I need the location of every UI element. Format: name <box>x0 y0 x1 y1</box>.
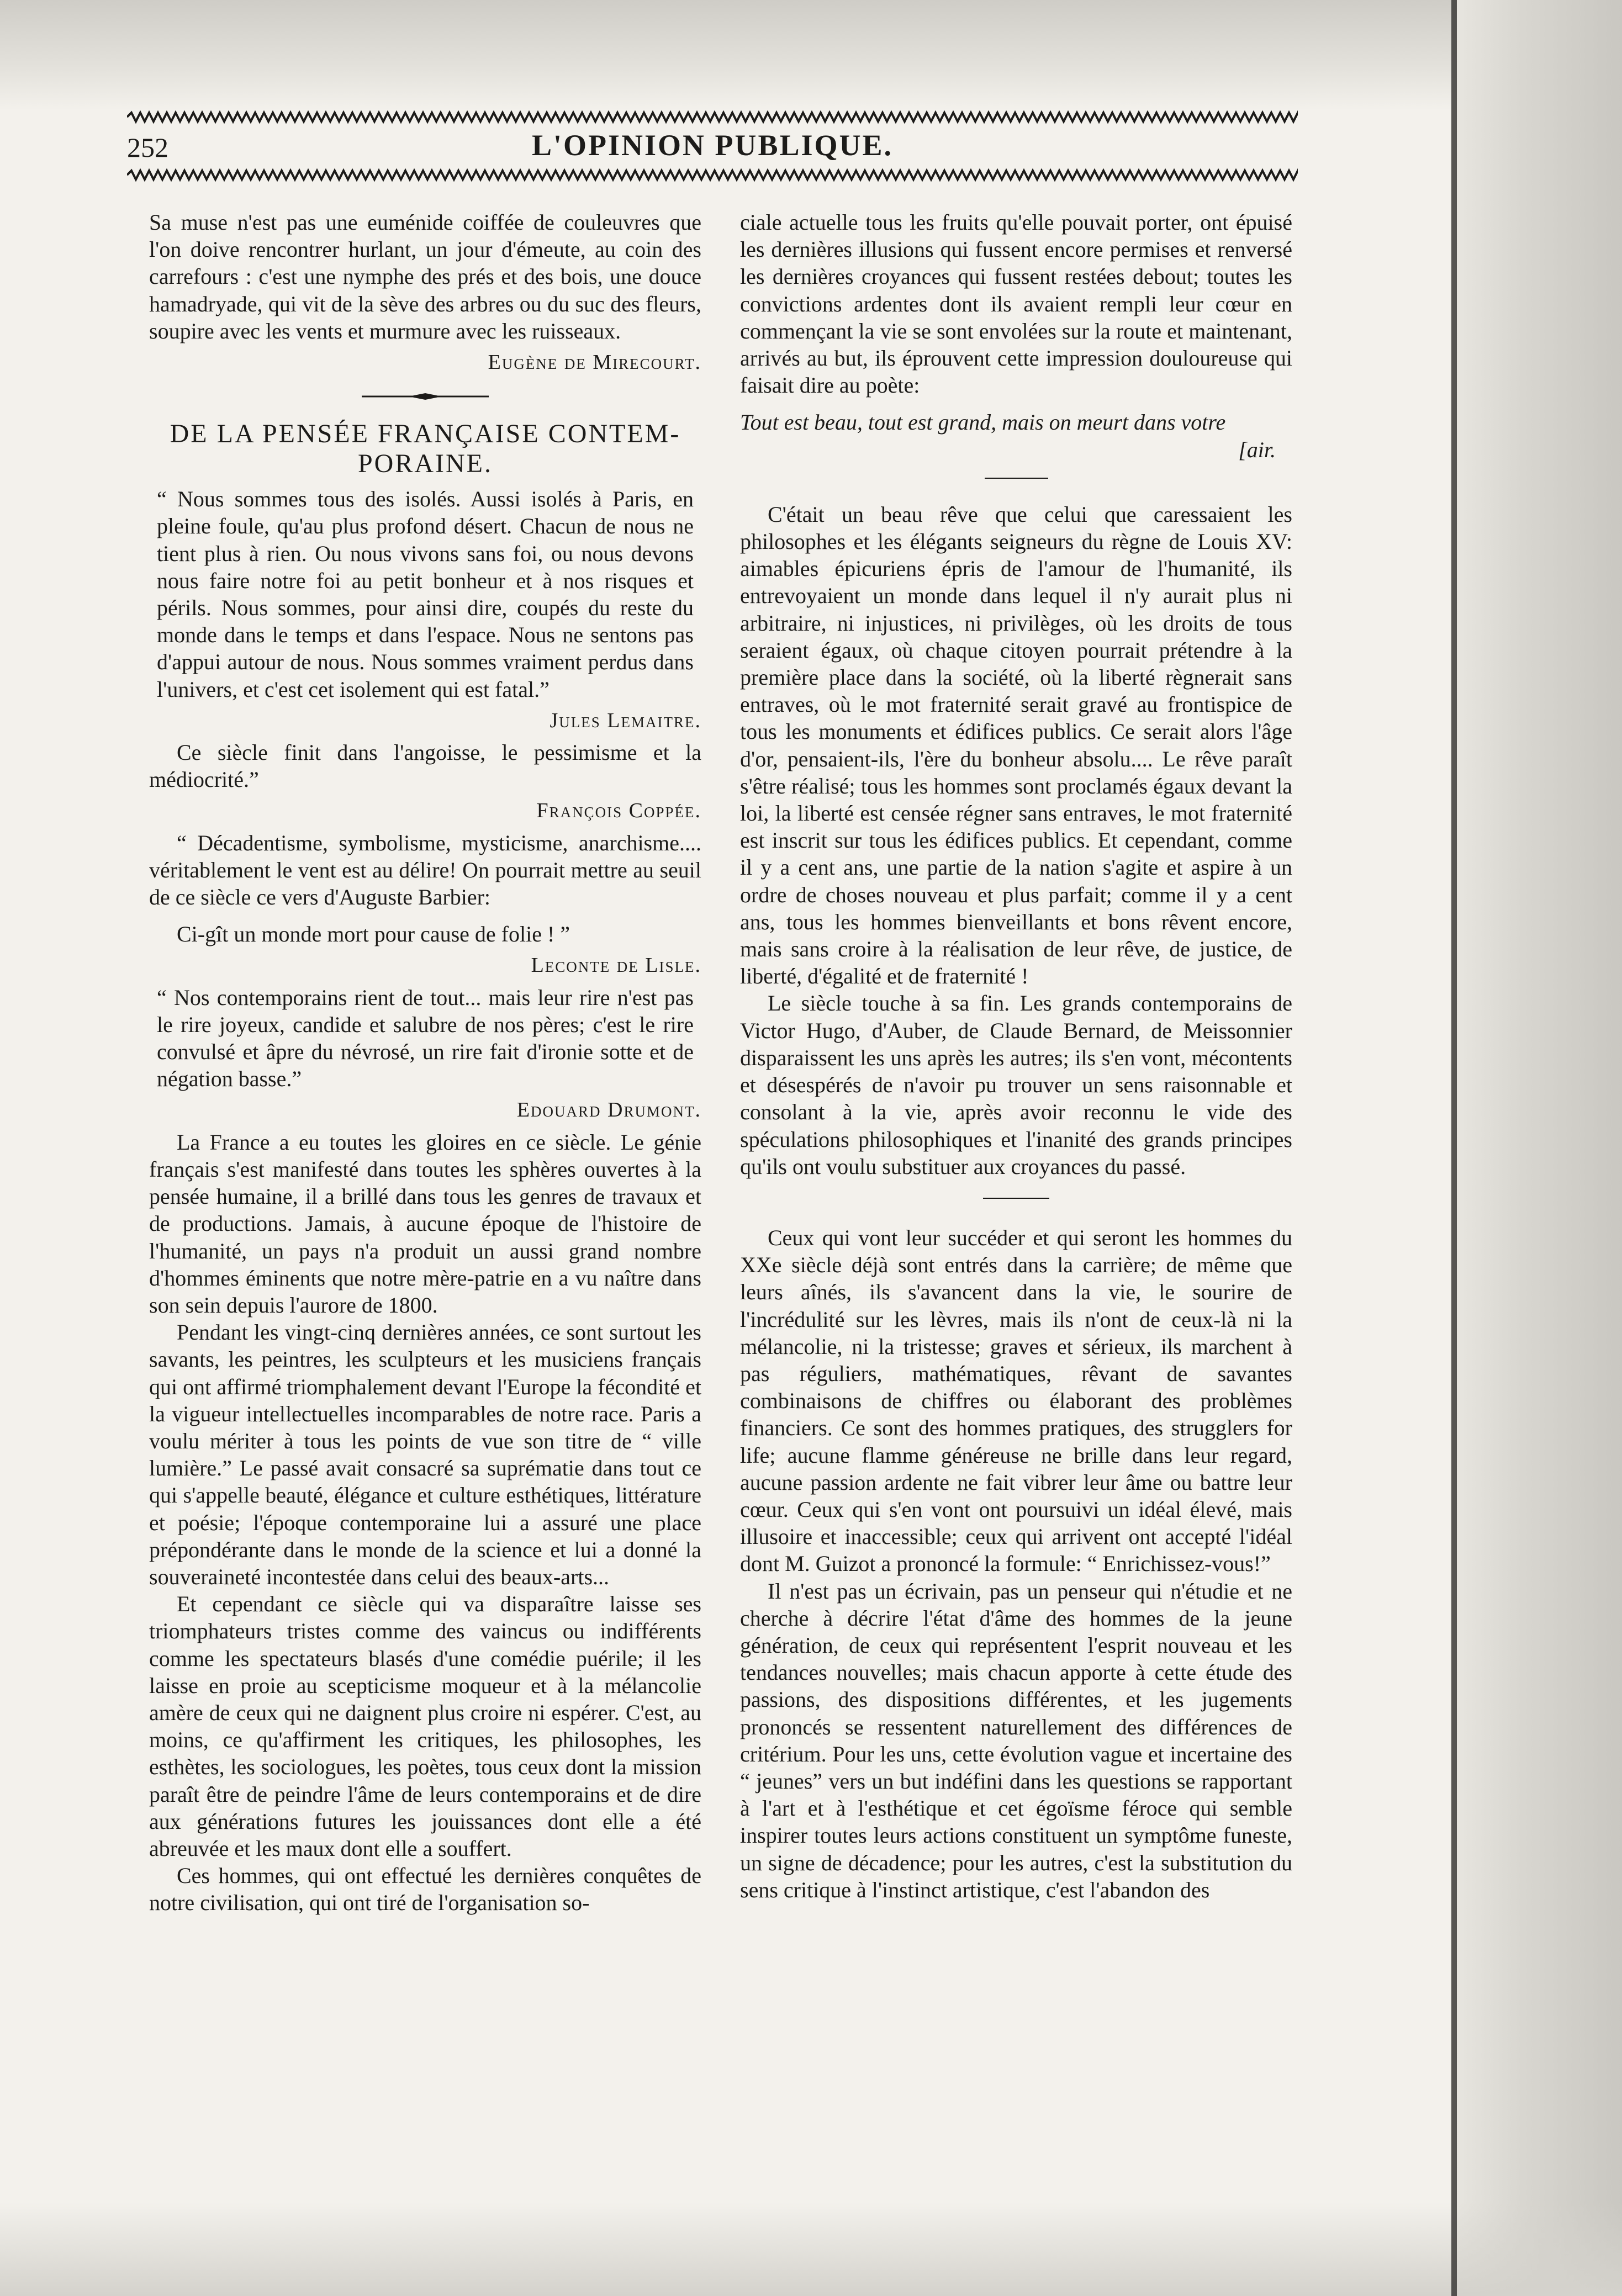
running-title: L'OPINION PUBLIQUE. <box>531 129 894 162</box>
paragraph-cependant: Et cependant ce siècle qui va disparaître laisse ses triomphateurs tristes comme des vaincus ou indifférents comme les spectateurs blasés d'une comédie puérile; il les laisse en proie au scepticisme moqueur et à la mélancolie amère de ceux qui ne daignent plus croire ni espérer. C'est, au moins, ce qu'affirment les critiques, les philosophes, les esthètes, les sociologues, les poètes, tous ceux dont la mission paraît être de peindre l'âme de leurs contemporains et de dire aux générations futures les jouissances dont elle a été abreuvée et les maux dont elle a souffert. <box>149 1591 701 1861</box>
paragraph-ceux: Ceux qui vont leur succéder et qui seront les hommes du XXe siècle déjà sont entrés dans la carrière; de même que leurs aînés, ils s'avancent dans la vie, le sourire de l'incrédulité sur les lèvres, mais ils n'ont de ceux-là ni la mélancolie, ni la tristesse; graves et sérieux, ils marchent à pas réguliers, mathématiques, rêvant de savantes combinaisons de chiffres ou élaborant des problèmes financiers. Ce sont des hommes pratiques, des strugglers for life; aucune flamme généreuse ne brille dans leur regard, aucune passion ardente ne fait vibrer leur âme ou battre leur cœur. Ceux qui s'en vont ont poursuivi un idéal élevé, mais illusoire et inaccessible; ceux qui arrivent ont accepté l'idéal dont M. Guizot a prononcé la formule: “ Enrichissez-vous!” <box>740 1225 1292 1576</box>
ornament-divider <box>362 393 489 400</box>
wavy-rule-bottom <box>127 168 1298 182</box>
divider-rule-2 <box>983 1198 1049 1199</box>
verse-end: [air. <box>1238 437 1276 462</box>
paragraph-reve: C'était un beau rêve que celui que caressaient les philosophes et les élégants seigneurs du règne de Louis XV: aimables épicuriens épris de l'amour de l'humanité, ils entrevoyaient un monde dans lequel il n'y aurait plus ni arbitraire, ni injustices, ni privilèges, où les droits de tous seraient égaux, où chaque citoyen pourrait prétendre à la première place dans la société, où la liberté règnerait sans entraves, où le mot fraternité serait gravé au frontispice de tous les monuments et édifices publics. Ce serait alors l'âge d'or, pensaient-ils, l'ère du bonheur absolu.... Le rêve paraît s'être réalisé; tous les hommes sont proclamés égaux devant la loi, la liberté est censée régner sans entraves, le mot fraternité est inscrit sur tous les édifices publics. Et cependant, comme il y a cent ans, une partie de la nation s'agite et aspire à un ordre de choses nouveau et plus parfait; comme il y a cent ans, tous les hommes bienveillants et bons rêvent encore, mais sans croire à la réalisation de leur rêve, de justice, de liberté, d'égalité et de fraternité ! <box>740 501 1292 989</box>
page-header <box>127 128 1298 167</box>
paragraph-pendant: Pendant les vingt-cinq dernières années, ce sont surtout les savants, les peintres, les sculpteurs et les musiciens français qui ont affirmé triomphalement devant l'Europe la fécondité et la vigueur intellectuelles incomparables de notre race. Paris a voulu mériter à tous les points de vue son titre de “ ville lumière.” Le passé avait consacré sa suprématie dans tout ce qui s'appelle beauté, élégance et culture esthétiques, littérature et poésie; l'époque contemporaine lui a assuré une place prépondérante dans le monde de la science et lui a donné la souveraineté incontestée dans celui des beaux-arts... <box>149 1320 701 1589</box>
paragraph-ecrivain: Il n'est pas un écrivain, pas un penseur qui n'étudie et ne cherche à décrire l'état d'âme des hommes de la jeune génération, de ceux qui représentent l'esprit nouveau et les tendances nouvelles; mais chacun apporte à cette étude des passions, des dispositions différentes, et les jugements prononcés se ressentent naturellement des différences de critérium. Pour les uns, cette évolution vague et incertaine des “ jeunes” vers un but indéfini dans les questions se rapportant à l'art et à l'esthétique et cet égoïsme féroce qui semble inspirer toutes leurs actions constituent un symptôme funeste, un signe de décadence; pour les autres, c'est la substitution du sens critique à l'instinct artistique, c'est l'abandon des <box>740 1578 1292 1902</box>
signature-lemaitre: Jules Lemaitre. <box>550 708 701 732</box>
paragraph-france: La France a eu toutes les gloires en ce siècle. Le génie français s'est manifesté dans toutes les sphères ouvertes à la pensée humaine, il a brillé dans tous les genres de travaux et de productions. Jamais, à aucune époque de l'histoire de l'humanité, un pays n'a produit un aussi grand nombre d'hommes éminents que notre mère-patrie en a vu naître dans son sein depuis l'aurore de 1800. <box>149 1129 701 1318</box>
left-column <box>149 209 701 1917</box>
scan-top-edge <box>0 0 1622 110</box>
right-column <box>740 209 1292 1903</box>
wavy-rule-top <box>127 110 1298 124</box>
section-title-line1: DE LA PENSÉE FRANÇAISE CONTEM- <box>170 419 681 449</box>
divider-rule-1 <box>985 478 1048 479</box>
section-title-line2: PORAINE. <box>357 449 493 479</box>
paragraph-ces-hommes: Ces hommes, qui ont effectué les dernières conquêtes de notre civilisation, qui ont tiré de l'organisation so- <box>149 1863 701 1916</box>
quote-lemaitre: “ Nous sommes tous des isolés. Aussi isolés à Paris, en pleine foule, qu'au plus profond désert. Chacun de nous ne tient plus à rien. Ou nous vivons sans foi, ou nous devons nous faire notre foi au petit bonheur et à nos risques et périls. Nous sommes, pour ainsi dire, coupés du reste du monde dans le temps et dans l'espace. Nous ne sentons pas d'appui autour de nous. Nous sommes vraiment perdus dans l'univers, et c'est cet isolement qui est fatal.” <box>157 486 694 702</box>
quote-lisle: “ Décadentisme, symbolisme, mysticisme, anarchisme.... véritablement le vent est au délire! On pourrait mettre au seuil de ce siècle ce vers d'Auguste Barbier: <box>149 830 701 910</box>
verse-line: Tout est beau, tout est grand, mais on meurt dans votre <box>740 410 1226 435</box>
section-title <box>149 419 701 479</box>
quote-coppee: Ce siècle finit dans l'angoisse, le pessimisme et la médiocrité.” <box>149 740 701 792</box>
intro-paragraph: Sa muse n'est pas une euménide coiffée de couleuvres que l'on doive rencontrer hurlant, un jour d'émeute, au coin des carrefours : c'est une nymphe des prés et des bois, une douce hamadryade, qui vit de la sève des arbres ou du suc des fleurs, soupire avec les vents et murmure avec les ruisseaux. <box>149 210 701 343</box>
scan-right-edge <box>1456 0 1622 2296</box>
signature-coppee: François Coppée. <box>536 799 701 823</box>
quote-lisle-verse: Ci-gît un monde mort pour cause de folie ! ” <box>177 922 570 947</box>
signature-lisle: Leconte de Lisle. <box>531 954 701 977</box>
signature-drumont: Edouard Drumont. <box>516 1098 701 1122</box>
page-fold-line <box>1451 0 1457 2296</box>
paragraph-continuation: ciale actuelle tous les fruits qu'elle pouvait porter, ont épuisé les dernières illusions qui fussent encore permises et renversé les dernières croyances qui fussent restées debout; toutes les convictions ardentes dont ils avaient rempli leur cœur en commençant la vie se sont envolées sur la route et maintenant, arrivés au but, ils éprouvent cette impression douloureuse qui faisait dire au poète: <box>740 210 1292 398</box>
scan-bottom-edge <box>0 2202 1622 2296</box>
signature-mirecourt: Eugène de Mirecourt. <box>488 351 701 374</box>
paragraph-siecle: Le siècle touche à sa fin. Les grands contemporains de Victor Hugo, d'Auber, de Claude Bernard, de Meissonnier disparaissent les uns après les autres; ils s'en vont, mécontents et désespérés de n'avoir pu trouver un sens raisonnable et consolant à la vie, après avoir reconnu le vide des spéculations philosophiques et l'inanité des grands principes qu'ils ont voulu substituer aux croyances du passé. <box>740 991 1292 1179</box>
page-number: 252 <box>127 132 168 163</box>
quote-drumont: “ Nos contemporains rient de tout... mais leur rire n'est pas le rire joyeux, candide et salubre de nos pères; c'est le rire convulsé et âpre du névrosé, un rire fait d'ironie sotte et de négation basse.” <box>157 985 694 1092</box>
